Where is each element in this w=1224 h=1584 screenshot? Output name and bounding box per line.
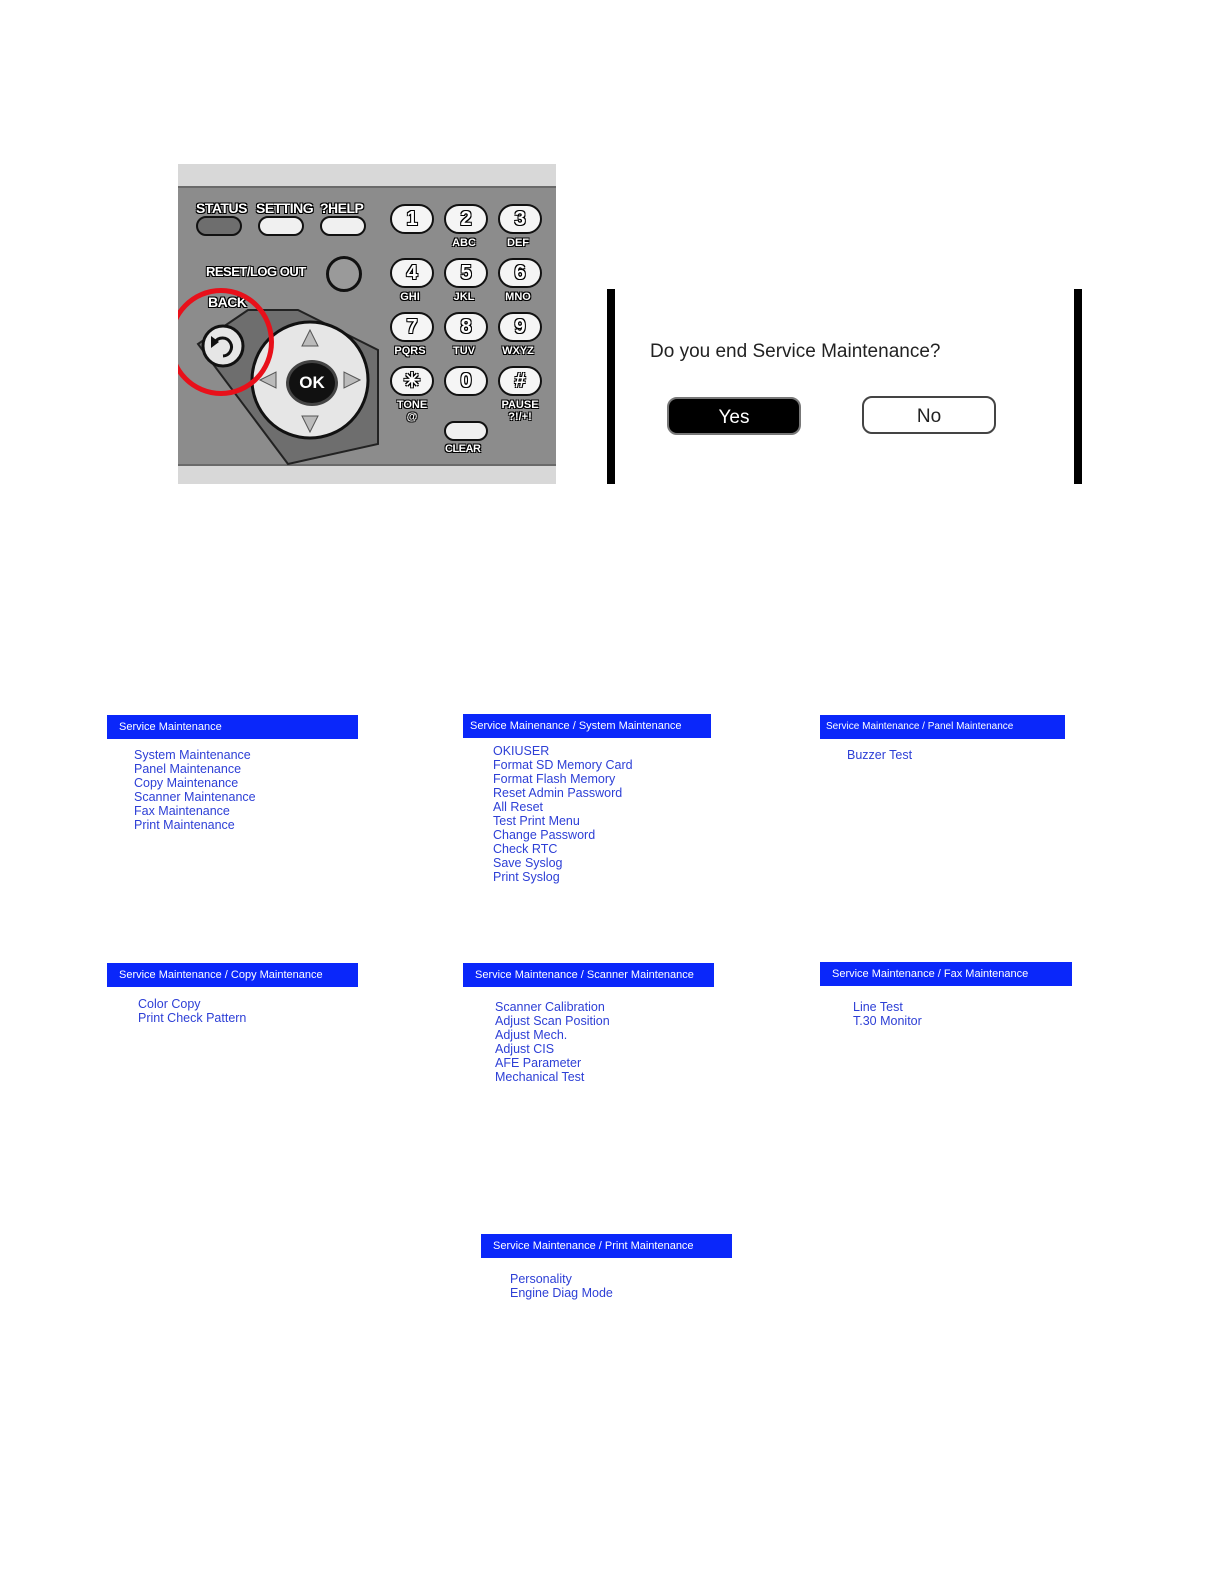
status-label: STATUS — [196, 200, 247, 216]
key-5-letters: JKL — [453, 291, 475, 303]
menu-item-system-maintenance[interactable]: System Maintenance — [134, 748, 251, 762]
key-5[interactable] — [444, 258, 488, 288]
menu-item-list — [107, 997, 358, 1025]
menu-item-adjust-scan-position[interactable]: Adjust Scan Position — [495, 1014, 610, 1028]
menu-header: Service Maintenance — [107, 715, 358, 739]
menu-item-personality[interactable]: Personality — [510, 1272, 572, 1286]
menu-header: Service Maintenance / Panel Maintenance — [820, 715, 1065, 739]
yes-label: Yes — [718, 407, 750, 428]
key-2-letters: ABC — [452, 237, 476, 249]
menu-item-all-reset[interactable]: All Reset — [493, 800, 544, 814]
key-3-letters: DEF — [507, 237, 529, 249]
menu-item-engine-diag-mode[interactable]: Engine Diag Mode — [510, 1286, 613, 1300]
menu-header: Service Maintenance / Scanner Maintenance — [463, 963, 714, 987]
key-5-label: 5 — [460, 262, 472, 284]
help-label: ?HELP — [320, 200, 364, 216]
key-2[interactable] — [444, 204, 488, 234]
menu-item-adjust-mech[interactable]: Adjust Mech. — [495, 1028, 568, 1042]
no-label: No — [916, 406, 942, 427]
key-1[interactable] — [390, 204, 434, 234]
ok-label: OK — [299, 373, 325, 392]
key-star[interactable] — [390, 366, 434, 396]
copy-maintenance-menu — [107, 963, 358, 1025]
key-3-label: 3 — [514, 208, 526, 230]
menu-header: Service Maintenance / Copy Maintenance — [107, 963, 358, 987]
menu-item-color-copy[interactable]: Color Copy — [138, 997, 201, 1011]
key-6-letters: MNO — [505, 291, 531, 303]
key-6[interactable] — [498, 258, 542, 288]
key-4[interactable] — [390, 258, 434, 288]
menu-item-format-flash[interactable]: Format Flash Memory — [493, 772, 616, 786]
key-3[interactable] — [498, 204, 542, 234]
menu-item-print-maintenance[interactable]: Print Maintenance — [134, 818, 235, 832]
menu-item-reset-admin-password[interactable]: Reset Admin Password — [493, 786, 623, 800]
key-8-label: 8 — [460, 316, 472, 338]
menu-item-fax-maintenance[interactable]: Fax Maintenance — [134, 804, 230, 818]
yes-button[interactable] — [667, 397, 801, 435]
menu-item-format-sd[interactable]: Format SD Memory Card — [493, 758, 633, 772]
menu-item-list — [107, 748, 358, 832]
end-service-maintenance-dialog — [607, 289, 1082, 484]
key-2-label: 2 — [460, 208, 472, 230]
key-hash[interactable] — [498, 366, 542, 396]
menu-header: Service Maintenance / Print Maintenance — [481, 1234, 732, 1258]
menu-item-okiuser[interactable]: OKIUSER — [493, 744, 550, 758]
key-7-label: 7 — [406, 316, 418, 338]
key-7-letters: PQRS — [394, 345, 426, 357]
key-hash-letters: PAUSE ?!/+! — [501, 399, 539, 423]
dialog-right-border — [1074, 289, 1082, 484]
ok-button[interactable] — [286, 360, 338, 406]
menu-item-test-print-menu[interactable]: Test Print Menu — [493, 814, 580, 828]
menu-item-save-syslog[interactable]: Save Syslog — [493, 856, 563, 870]
menu-item-print-check-pattern[interactable]: Print Check Pattern — [138, 1011, 247, 1025]
key-6-label: 6 — [514, 262, 526, 284]
dialog-left-border — [607, 289, 615, 484]
menu-header: Service Mainenance / System Maintenance — [463, 714, 711, 738]
system-maintenance-menu — [463, 714, 711, 884]
menu-item-copy-maintenance[interactable]: Copy Maintenance — [134, 776, 239, 790]
key-9-letters: WXYZ — [502, 345, 534, 357]
key-4-letters: GHI — [400, 291, 420, 303]
scanner-maintenance-menu — [463, 963, 714, 1084]
clear-button[interactable] — [444, 421, 488, 441]
key-9-label: 9 — [514, 316, 526, 338]
key-7[interactable] — [390, 312, 434, 342]
menu-item-list — [820, 1000, 1072, 1028]
menu-item-t30-monitor[interactable]: T.30 Monitor — [853, 1014, 922, 1028]
key-8[interactable] — [444, 312, 488, 342]
key-9[interactable] — [498, 312, 542, 342]
menu-item-afe-parameter[interactable]: AFE Parameter — [495, 1056, 582, 1070]
control-panel-image — [178, 164, 556, 484]
fax-maintenance-menu — [820, 962, 1072, 1028]
menu-item-scanner-calibration[interactable]: Scanner Calibration — [495, 1000, 605, 1014]
no-button[interactable] — [862, 396, 996, 434]
menu-item-line-test[interactable]: Line Test — [853, 1000, 903, 1014]
menu-item-list — [820, 748, 1065, 762]
key-0-label: 0 — [460, 370, 472, 392]
menu-header: Service Maintenance / Fax Maintenance — [820, 962, 1072, 986]
panel-maintenance-menu — [820, 715, 1065, 762]
reset-logout-label: RESET/LOG OUT — [206, 264, 306, 279]
key-hash-label: # — [514, 370, 526, 392]
menu-item-check-rtc[interactable]: Check RTC — [493, 842, 558, 856]
dialog-question: Do you end Service Maintenance? — [650, 341, 941, 362]
key-1-label: 1 — [406, 208, 418, 230]
menu-item-buzzer-test[interactable]: Buzzer Test — [847, 748, 913, 762]
menu-item-mechanical-test[interactable]: Mechanical Test — [495, 1070, 585, 1084]
menu-item-list — [463, 744, 711, 884]
menu-item-list — [481, 1272, 732, 1300]
menu-item-list — [463, 1000, 714, 1084]
clear-label: CLEAR — [445, 443, 481, 455]
menu-item-print-syslog[interactable]: Print Syslog — [493, 870, 560, 884]
key-star-letters: TONE @ — [396, 399, 428, 423]
menu-item-change-password[interactable]: Change Password — [493, 828, 596, 842]
menu-item-adjust-cis[interactable]: Adjust CIS — [495, 1042, 555, 1056]
service-maintenance-menu — [107, 715, 358, 832]
key-4-label: 4 — [406, 262, 418, 284]
setting-label: SETTING — [256, 200, 314, 216]
key-8-letters: TUV — [453, 345, 475, 357]
print-maintenance-menu — [481, 1234, 732, 1300]
menu-item-panel-maintenance[interactable]: Panel Maintenance — [134, 762, 242, 776]
key-star-label: ✳ — [403, 370, 421, 392]
menu-item-scanner-maintenance[interactable]: Scanner Maintenance — [134, 790, 256, 804]
key-0[interactable] — [444, 366, 488, 396]
back-label: BACK — [208, 294, 247, 310]
